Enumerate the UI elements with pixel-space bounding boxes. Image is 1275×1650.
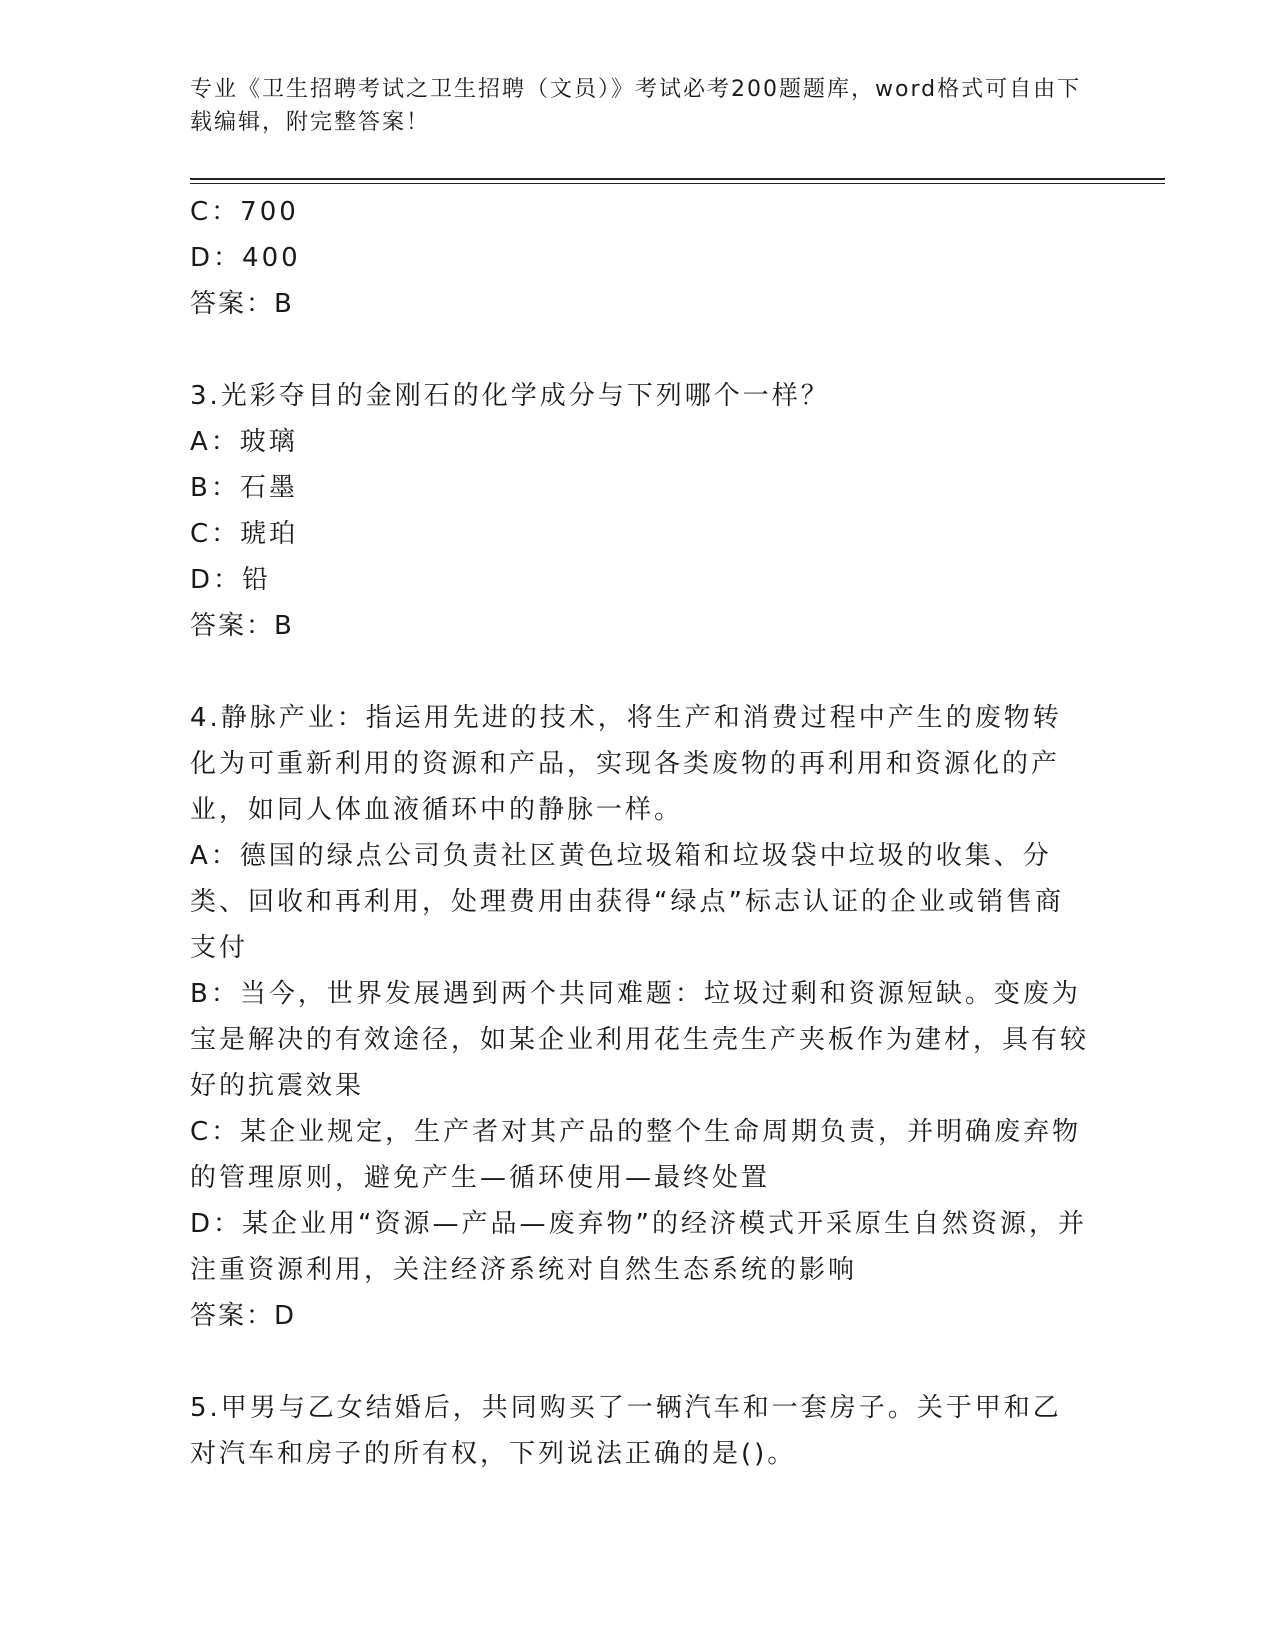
q3-answer: 答案：B — [190, 611, 294, 641]
q2-answer: 答案：B — [190, 289, 294, 319]
q3-stem: 3.光彩夺目的金刚石的化学成分与下列哪个一样？ — [190, 381, 830, 411]
q3-option-c: C：琥珀 — [190, 519, 299, 549]
header-divider-thin — [190, 183, 1165, 184]
q2-option-c: C：700 — [190, 197, 299, 227]
header-divider-thick — [190, 178, 1165, 180]
q4-answer: 答案：D — [190, 1301, 297, 1331]
q2-option-d: D：400 — [190, 243, 301, 273]
q4-option-a: A：德国的绿点公司负责社区黄色垃圾箱和垃圾袋中垃圾的收集、分类、回收和再利用，处理费用由获得“绿点”标志认证的企业或销售商支付 — [190, 841, 1064, 963]
q3-option-a: A：玻璃 — [190, 427, 298, 457]
spacer — [190, 1339, 1090, 1385]
q3-option-b: B：石墨 — [190, 473, 298, 503]
q4-stem: 4.静脉产业：指运用先进的技术，将生产和消费过程中产生的废物转化为可重新利用的资源和产品，实现各类废物的再利用和资源化的产业，如同人体血液循环中的静脉一样。 — [190, 703, 1062, 825]
question-content — [190, 189, 1090, 1477]
q3-option-d: D：铅 — [190, 565, 272, 595]
q4-option-d: D：某企业用“资源—产品—废弃物”的经济模式开采原生自然资源，并注重资源利用，关注经济系统对自然生态系统的影响 — [190, 1209, 1087, 1285]
spacer — [190, 327, 1090, 373]
q4-option-c: C：某企业规定，生产者对其产品的整个生命周期负责，并明确废弃物的管理原则，避免产生—循环使用—最终处置 — [190, 1117, 1082, 1193]
q4-option-b: B：当今，世界发展遇到两个共同难题：垃圾过剩和资源短缺。变废为宝是解决的有效途径，如某企业利用花生壳生产夹板作为建材，具有较好的抗震效果 — [190, 979, 1090, 1101]
q5-stem: 5.甲男与乙女结婚后，共同购买了一辆汽车和一套房子。关于甲和乙对汽车和房子的所有权，下列说法正确的是()。 — [190, 1393, 1062, 1469]
document-header: 专业《卫生招聘考试之卫生招聘（文员）》考试必考200题题库，word格式可自由下载编辑，附完整答案！ — [190, 77, 1082, 135]
spacer — [190, 649, 1090, 695]
